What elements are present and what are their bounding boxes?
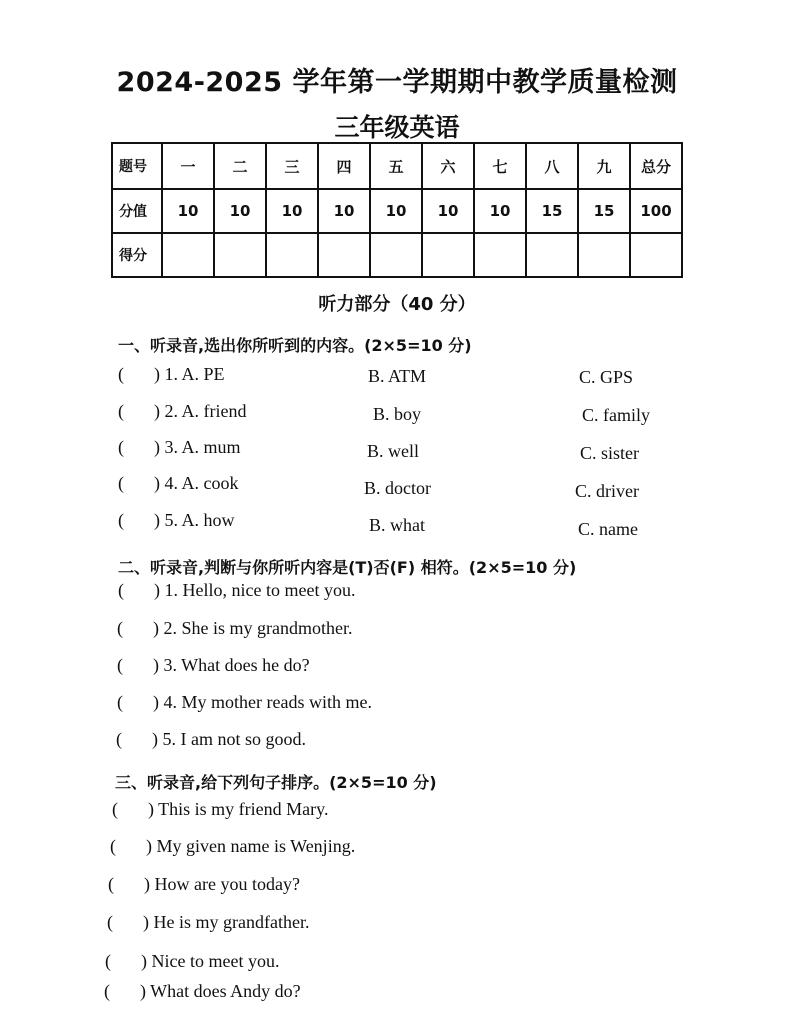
col-header: 三 (266, 143, 318, 189)
part3-item (108, 874, 300, 895)
option-b: B. doctor (364, 478, 431, 498)
score-cell[interactable] (318, 233, 370, 277)
score-cell[interactable] (162, 233, 214, 277)
item-text: ) 4. My mother reads with me. (153, 692, 372, 712)
item-text: ) How are you today? (144, 874, 300, 894)
part3-item (110, 836, 355, 857)
row-label: 得分 (112, 233, 162, 277)
item-text: ) 3. A. mum (154, 437, 241, 457)
value-cell: 10 (162, 189, 214, 233)
col-header: 总分 (630, 143, 682, 189)
score-table-score-row (112, 233, 682, 277)
item-text: ) 4. A. cook (154, 473, 239, 493)
score-cell[interactable] (578, 233, 630, 277)
row-label: 题号 (112, 143, 162, 189)
part2-item (116, 729, 306, 750)
option-c: C. driver (575, 481, 639, 501)
part1-title: 一、听录音,选出你所听到的内容。(2×5=10 分) (118, 336, 472, 355)
part1-item (118, 437, 241, 458)
score-cell[interactable] (526, 233, 578, 277)
score-table (111, 142, 683, 278)
part2-title: 二、听录音,判断与你所听内容是(T)否(F) 相符。(2×5=10 分) (118, 558, 577, 577)
col-header: 七 (474, 143, 526, 189)
listening-section-header: 听力部分（40 分） (318, 294, 476, 315)
row-label: 分值 (112, 189, 162, 233)
item-text: ) 2. A. friend (154, 401, 247, 421)
part3-item (104, 981, 301, 1002)
option-b: B. boy (373, 404, 422, 424)
part2-item (117, 655, 310, 676)
part3-title: 三、听录音,给下列句子排序。(2×5=10 分) (115, 773, 437, 792)
col-header: 四 (318, 143, 370, 189)
col-header: 一 (162, 143, 214, 189)
answer-bracket[interactable]: ( (105, 951, 111, 971)
value-cell: 10 (318, 189, 370, 233)
value-cell: 100 (630, 189, 682, 233)
score-cell[interactable] (422, 233, 474, 277)
option-b: B. ATM (368, 366, 427, 386)
answer-bracket[interactable]: ( (118, 401, 124, 421)
part1-item (118, 473, 239, 494)
score-cell[interactable] (214, 233, 266, 277)
item-text: ) This is my friend Mary. (148, 799, 329, 819)
answer-bracket[interactable]: ( (108, 874, 114, 894)
answer-bracket[interactable]: ( (107, 912, 113, 932)
col-header: 九 (578, 143, 630, 189)
item-text: ) 1. A. PE (154, 364, 225, 384)
item-text: ) Nice to meet you. (141, 951, 280, 971)
value-cell: 10 (370, 189, 422, 233)
part2-item (118, 580, 355, 601)
score-cell[interactable] (370, 233, 422, 277)
answer-bracket[interactable]: ( (110, 836, 116, 856)
value-cell: 10 (422, 189, 474, 233)
col-header: 二 (214, 143, 266, 189)
option-c: C. GPS (579, 367, 634, 387)
item-text: ) My given name is Wenjing. (146, 836, 356, 856)
item-text: ) What does Andy do? (140, 981, 301, 1001)
part3-item (112, 799, 328, 820)
answer-bracket[interactable]: ( (118, 580, 124, 600)
option-c: C. name (578, 519, 638, 539)
item-text: ) 5. I am not so good. (152, 729, 306, 749)
answer-bracket[interactable]: ( (117, 655, 123, 675)
score-cell[interactable] (630, 233, 682, 277)
option-b: B. well (367, 441, 419, 461)
answer-bracket[interactable]: ( (104, 981, 110, 1001)
item-text: ) He is my grandfather. (143, 912, 310, 932)
value-cell: 10 (266, 189, 318, 233)
part1-item (118, 401, 246, 422)
option-b: B. what (369, 515, 425, 535)
answer-bracket[interactable]: ( (112, 799, 118, 819)
score-cell[interactable] (266, 233, 318, 277)
part2-item (117, 692, 372, 713)
col-header: 八 (526, 143, 578, 189)
exam-subtitle: 三年级英语 (334, 113, 460, 142)
item-text: ) 5. A. how (154, 510, 235, 530)
answer-bracket[interactable]: ( (118, 437, 124, 457)
part1-item (118, 510, 235, 531)
col-header: 六 (422, 143, 474, 189)
value-cell: 10 (474, 189, 526, 233)
answer-bracket[interactable]: ( (118, 364, 124, 384)
score-table-header-row (112, 143, 682, 189)
answer-bracket[interactable]: ( (117, 618, 123, 638)
score-table-value-row (112, 189, 682, 233)
answer-bracket[interactable]: ( (116, 729, 122, 749)
answer-bracket[interactable]: ( (117, 692, 123, 712)
col-header: 五 (370, 143, 422, 189)
item-text: ) 2. She is my grandmother. (153, 618, 353, 638)
value-cell: 15 (578, 189, 630, 233)
value-cell: 15 (526, 189, 578, 233)
part1-item (118, 364, 225, 385)
part2-item (117, 618, 352, 639)
option-c: C. sister (580, 443, 640, 463)
value-cell: 10 (214, 189, 266, 233)
score-cell[interactable] (474, 233, 526, 277)
part3-item (105, 951, 279, 972)
option-c: C. family (582, 405, 650, 425)
item-text: ) 1. Hello, nice to meet you. (154, 580, 356, 600)
answer-bracket[interactable]: ( (118, 510, 124, 530)
answer-bracket[interactable]: ( (118, 473, 124, 493)
item-text: ) 3. What does he do? (153, 655, 310, 675)
exam-title: 2024-2025 学年第一学期期中教学质量检测 (116, 67, 678, 98)
part3-item (107, 912, 309, 933)
